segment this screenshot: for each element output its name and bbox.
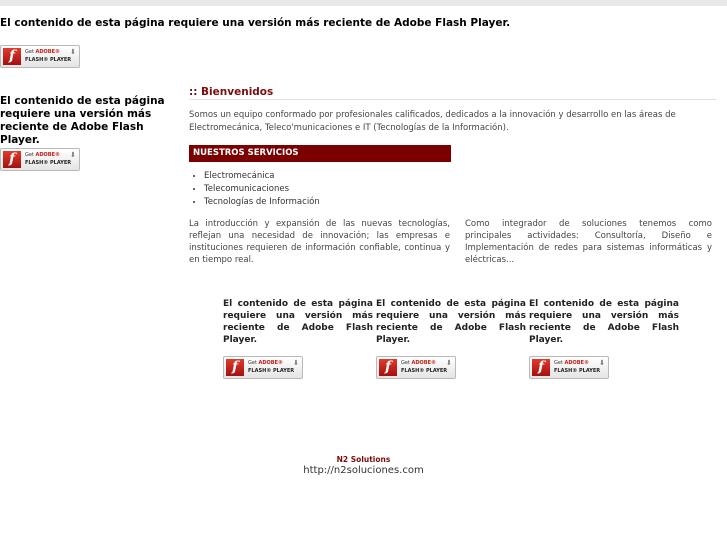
flash-logo-icon: f	[532, 359, 550, 376]
flash-logo-icon: f	[379, 359, 397, 376]
services-list	[189, 170, 320, 209]
get-flash-player-button[interactable]: f Get ADOBE® FLASH® PLAYER ⬇	[0, 148, 80, 171]
flash-notice-left: El contenido de esta página requiere una versión más reciente de Adobe Flash Player.	[0, 95, 165, 146]
flash-logo-icon: f	[3, 151, 21, 168]
intro-text: Somos un equipo conformado por profesionales calificados, dedicados a la innovación y desarrollo en las áreas de Electromecánica, Teleco'municaciones e IT (Tecnologías de la Información).	[189, 110, 676, 133]
list-item: • Electromecánica	[204, 170, 320, 183]
get-flash-player-button[interactable]: f Get ADOBE® FLASH® PLAYER ⬇	[376, 356, 456, 379]
right-column-text: Como integrador de soluciones tenemos como principales actividades: Consultoría, Diseño e Implementación de redes para sistemas informáticas y eléctricas...	[465, 219, 712, 265]
flash-notice-top: El contenido de esta página requiere una versión más reciente de Adobe Flash Player.	[0, 17, 511, 29]
download-arrow-icon: ⬇	[293, 359, 299, 367]
download-arrow-icon: ⬇	[70, 48, 76, 56]
flash-notice-1: El contenido de esta página requiere una versión más reciente de Adobe Flash Player.	[223, 299, 373, 345]
divider	[189, 99, 716, 100]
flash-notice-3: El contenido de esta página requiere una versión más reciente de Adobe Flash Player.	[529, 299, 679, 345]
left-column-text: La introducción y expansión de las nuevas tecnologías, reflejan una necesidad de innovación; las empresas e instituciones requieren de información confiable, continua y en tiempo real.	[189, 219, 450, 265]
flash-logo-icon: f	[3, 48, 21, 65]
top-bar	[0, 0, 727, 6]
get-flash-player-button[interactable]: f Get ADOBE® FLASH® PLAYER ⬇	[223, 356, 303, 379]
get-flash-player-button[interactable]: f Get ADOBE® FLASH® PLAYER ⬇	[529, 356, 609, 379]
download-arrow-icon: ⬇	[599, 359, 605, 367]
services-header: NUESTROS SERVICIOS	[189, 145, 451, 162]
footer-url-link[interactable]: http://n2soluciones.com	[303, 465, 424, 476]
welcome-title: :: Bienvenidos	[189, 86, 274, 98]
flash-notice-2: El contenido de esta página requiere una versión más reciente de Adobe Flash Player.	[376, 299, 526, 345]
get-flash-player-button[interactable]: f Get ADOBE® FLASH® PLAYER ⬇	[0, 45, 80, 68]
footer-company: N2 Solutions	[336, 455, 391, 464]
list-item: • Tecnologías de Información	[204, 196, 320, 209]
download-arrow-icon: ⬇	[446, 359, 452, 367]
download-arrow-icon: ⬇	[70, 151, 76, 159]
list-item: • Telecomunicaciones	[204, 183, 320, 196]
flash-logo-icon: f	[226, 359, 244, 376]
